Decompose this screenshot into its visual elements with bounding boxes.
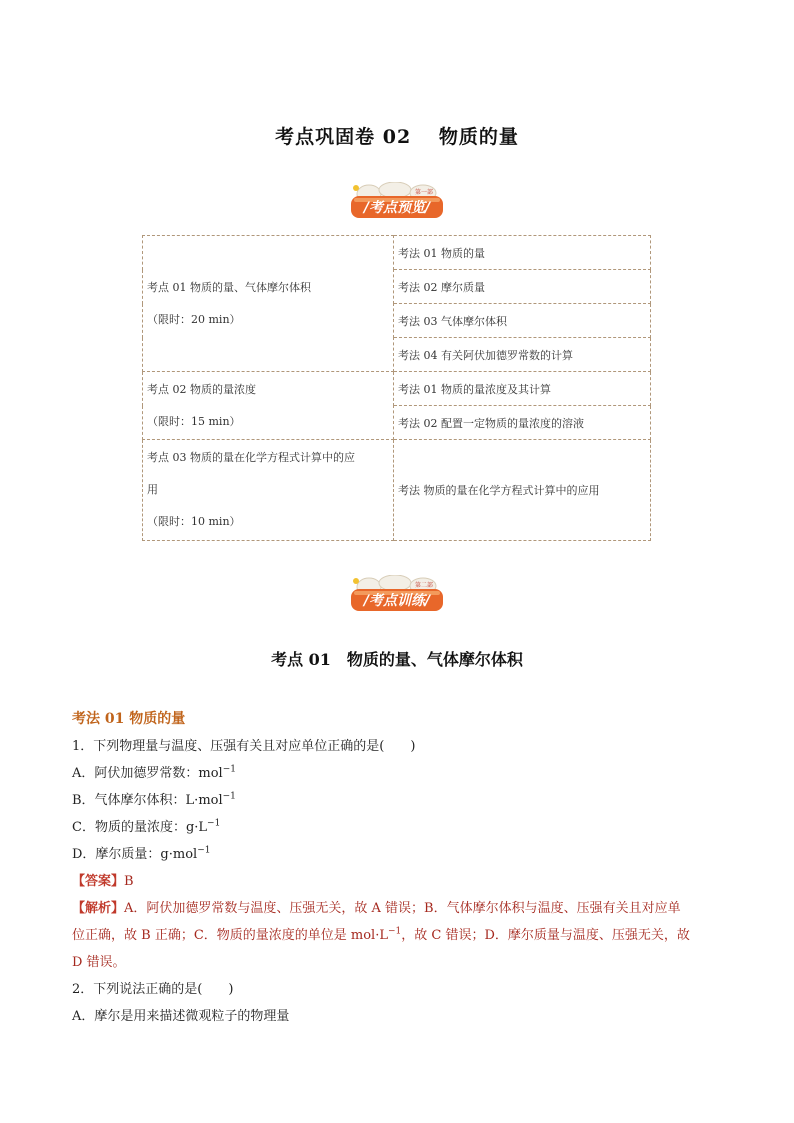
table-cell-right: 考法 物质的量在化学方程式计算中的应用 <box>394 440 651 541</box>
option-b: B．气体摩尔体积：L·mol$^{-1}$ <box>72 791 236 808</box>
training-badge <box>0 575 794 615</box>
analysis-line: 位正确，故 B 正确；C．物质的量浓度的单位是 $mol\cdot L^{-1}$，故 C 错误；D．摩尔质量与温度、压强无关，故 <box>72 926 690 943</box>
preview-table <box>142 235 651 541</box>
option-a: A．阿伏加德罗常数：mol$^{-1}$ <box>72 764 236 781</box>
question-content <box>72 706 732 1030</box>
option-d: D．摩尔质量：g·mol$^{-1}$ <box>72 845 211 862</box>
badge-tag: 第一部 <box>415 189 434 196</box>
table-cell-right: 考法 04 有关阿伏加德罗常数的计算 <box>394 338 651 372</box>
table-cell-right: 考法 03 气体摩尔体积 <box>394 304 651 338</box>
method-title: 考法 01 物质的量 <box>72 711 186 727</box>
table-cell-left: 考点 01 物质的量、气体摩尔体积 （限时：20 min） <box>143 236 394 372</box>
option-c: C．物质的量浓度：$g\cdot L^{-1}$ <box>72 818 221 835</box>
badge-tag: 第二部 <box>415 582 434 589</box>
table-cell-right: 考法 02 配置一定物质的量浓度的溶液 <box>394 406 651 440</box>
analysis: 【解析】A．阿伏加德罗常数与温度、压强无关，故 A 错误；B．气体摩尔体积与温度、压强有关且对应单 <box>72 901 681 916</box>
section-title: 考点 01 物质的量、气体摩尔体积 <box>271 650 523 669</box>
question-stem: 1．下列物理量与温度、压强有关且对应单位正确的是( ) <box>72 739 416 754</box>
table-cell-right: 考法 02 摩尔质量 <box>394 270 651 304</box>
analysis-line: D 错误。 <box>72 955 126 970</box>
answer: 【答案】B <box>72 874 134 889</box>
preview-badge <box>0 182 794 222</box>
page-title: 考点巩固卷 02 物质的量 <box>275 126 519 148</box>
question-stem: 2．下列说法正确的是( ) <box>72 982 234 997</box>
table-cell-left: 考点 03 物质的量在化学方程式计算中的应 用 （限时：10 min） <box>143 440 394 541</box>
badge-label: /考点训练/ <box>363 593 431 609</box>
table-cell-right: 考法 01 物质的量浓度及其计算 <box>394 372 651 406</box>
table-cell-left: 考点 02 物质的量浓度 （限时：15 min） <box>143 372 394 440</box>
badge-label: /考点预览/ <box>363 200 431 216</box>
option-a: A．摩尔是用来描述微观粒子的物理量 <box>72 1009 290 1024</box>
table-cell-right: 考法 01 物质的量 <box>394 236 651 270</box>
